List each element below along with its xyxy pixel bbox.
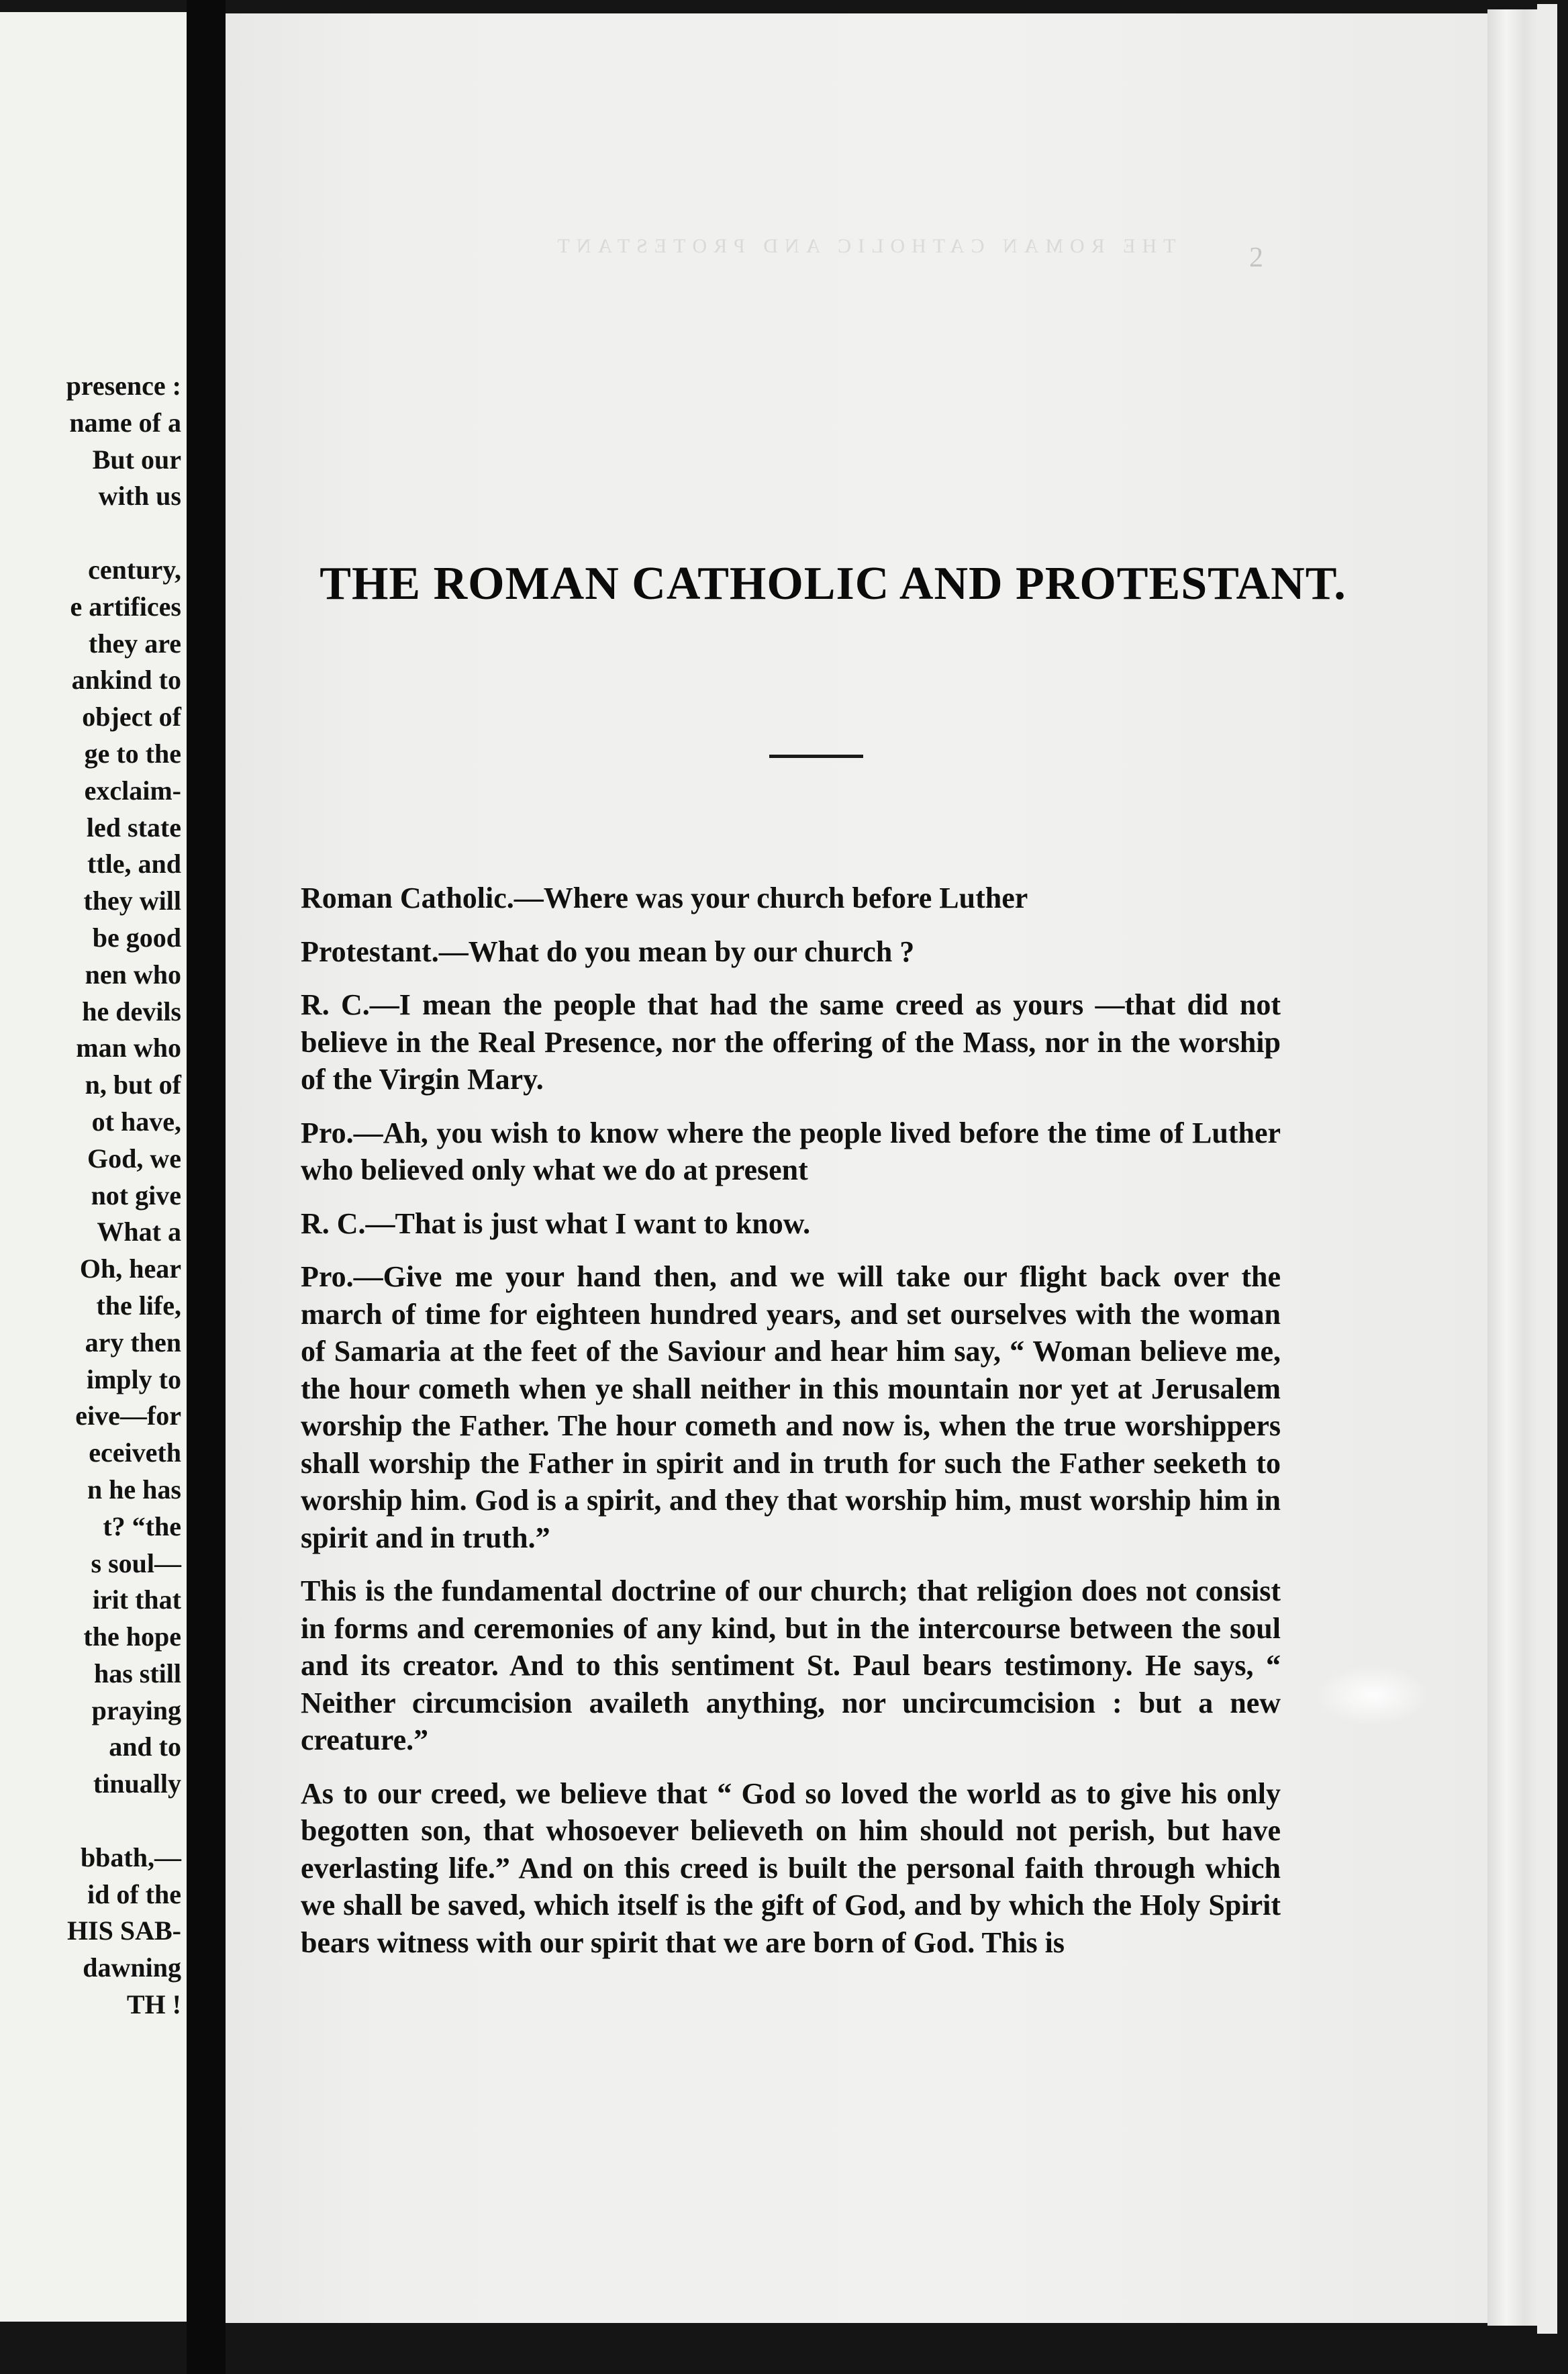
left-page-line: dawning <box>83 1952 181 1983</box>
left-page-line: tinually <box>93 1768 181 1799</box>
left-page-line: led state <box>86 812 181 843</box>
left-page-line: n he has <box>87 1474 181 1505</box>
left-page-line: with us <box>98 481 181 512</box>
dialogue-body <box>301 880 1281 1961</box>
left-page-line: imply to <box>86 1364 181 1394</box>
paragraph-2: Protestant.—What do you mean by our church ? <box>301 935 915 968</box>
left-page-line: name of a <box>69 407 181 438</box>
left-page-line: t? “the <box>103 1511 181 1541</box>
left-page-line: they will <box>83 886 181 916</box>
left-page-line: has still <box>93 1658 181 1689</box>
left-page-line: not give <box>91 1180 181 1210</box>
left-page-line: What a <box>97 1217 181 1247</box>
page-title: THE ROMAN CATHOLIC AND PROTESTANT. <box>320 558 1346 610</box>
paragraph-8: As to our creed, we believe that “ God so loved the world as to give his only begotten son, that whosoever believeth on him should not perish, but have everlasting life.” And on this creed is built the personal faith through which we shall be saved, which itself is the gift of God, and by which the Holy Spirit bears witness with our spirit that we are born of God. This is <box>301 1776 1281 1959</box>
left-facing-page <box>0 12 187 2322</box>
left-page-line: ary then <box>85 1327 181 1358</box>
left-page-line: the life, <box>96 1290 181 1321</box>
paragraph-1: Roman Catholic.—Where was your church before Luther <box>301 882 1028 914</box>
left-page-line: presence : <box>66 371 181 401</box>
left-page-line: he devils <box>82 996 181 1027</box>
left-page-line: eceiveth <box>89 1437 181 1468</box>
left-page-line: exclaim- <box>84 775 181 806</box>
left-page-line: id of the <box>87 1879 181 1909</box>
left-page-line: ot have, <box>91 1106 181 1137</box>
left-page-line: be good <box>92 922 181 953</box>
left-page-line: God, we <box>87 1143 181 1174</box>
left-page-line: man who <box>76 1033 181 1063</box>
left-page-line: Oh, hear <box>79 1253 181 1284</box>
left-page-line: ttle, and <box>87 849 181 880</box>
left-page-line: ge to the <box>84 738 181 769</box>
left-page-line: and to <box>109 1731 181 1762</box>
book-gutter <box>187 0 226 2374</box>
paragraph-4: Pro.—Ah, you wish to know where the people lived before the time of Luther who believed only what we do at present <box>301 1116 1281 1186</box>
left-page-text <box>0 368 181 2024</box>
main-page <box>226 13 1487 2323</box>
left-page-line: object of <box>82 702 181 732</box>
paragraph-5: R. C.—That is just what I want to know. <box>301 1206 811 1240</box>
left-page-line: But our <box>92 444 181 475</box>
left-page-line: HIS SAB- <box>66 1915 181 1946</box>
left-page-line: e artifices <box>70 591 181 622</box>
show-through-header: THE ROMAN CATHOLIC AND PROTESTANT <box>550 235 1176 257</box>
left-page-line: s soul— <box>91 1548 181 1578</box>
left-page-line: praying <box>91 1695 181 1725</box>
left-page-line: they are <box>88 628 181 659</box>
left-page-line <box>0 515 181 552</box>
title-divider <box>769 755 863 758</box>
left-page-line: bbath,— <box>80 1842 181 1872</box>
paper-blemish <box>1316 1665 1430 1725</box>
paragraph-3: R. C.—I mean the people that had the same creed as yours —that did not believe in the Real Presence, nor the offering of the Mass, nor in the worship of the Virgin Mary. <box>301 988 1281 1096</box>
left-page-line: nen who <box>85 959 181 990</box>
left-page-line <box>0 1803 181 1840</box>
paragraph-7: This is the fundamental doctrine of our church; that religion does not consist in forms and ceremonies of any kind, but in the intercourse between the soul and its creator. And to this sentiment St. Paul bears testimony. He says, “ Neither circumcision availeth anything, nor uncircumcision : but a new creature.” <box>301 1574 1281 1756</box>
left-page-line: ankind to <box>71 665 181 696</box>
paragraph-6: Pro.—Give me your hand then, and we will take our flight back over the march of time for eighteen hundred years, and set ourselves with the woman of Samaria at the feet of the Saviour and hear him say, “ Woman believe me, the hour cometh when ye shall neither in this mountain nor yet at Jerusalem worship the Father. The hour cometh and now is, when the true worshippers shall worship the Father in spirit and in truth for such the Father seeketh to worship him. God is a spirit, and they that worship him, must worship him in spirit and in truth.” <box>301 1260 1281 1554</box>
left-page-line: irit that <box>92 1584 181 1615</box>
left-page-line: n, but of <box>85 1070 181 1100</box>
left-page-line: eive—for <box>75 1400 181 1431</box>
page-edge-outer <box>1537 4 1557 2334</box>
page-number: 2 <box>1249 242 1263 273</box>
left-page-line: TH ! <box>126 1989 181 2020</box>
left-page-line: the hope <box>83 1621 181 1652</box>
left-page-line: century, <box>88 554 181 585</box>
